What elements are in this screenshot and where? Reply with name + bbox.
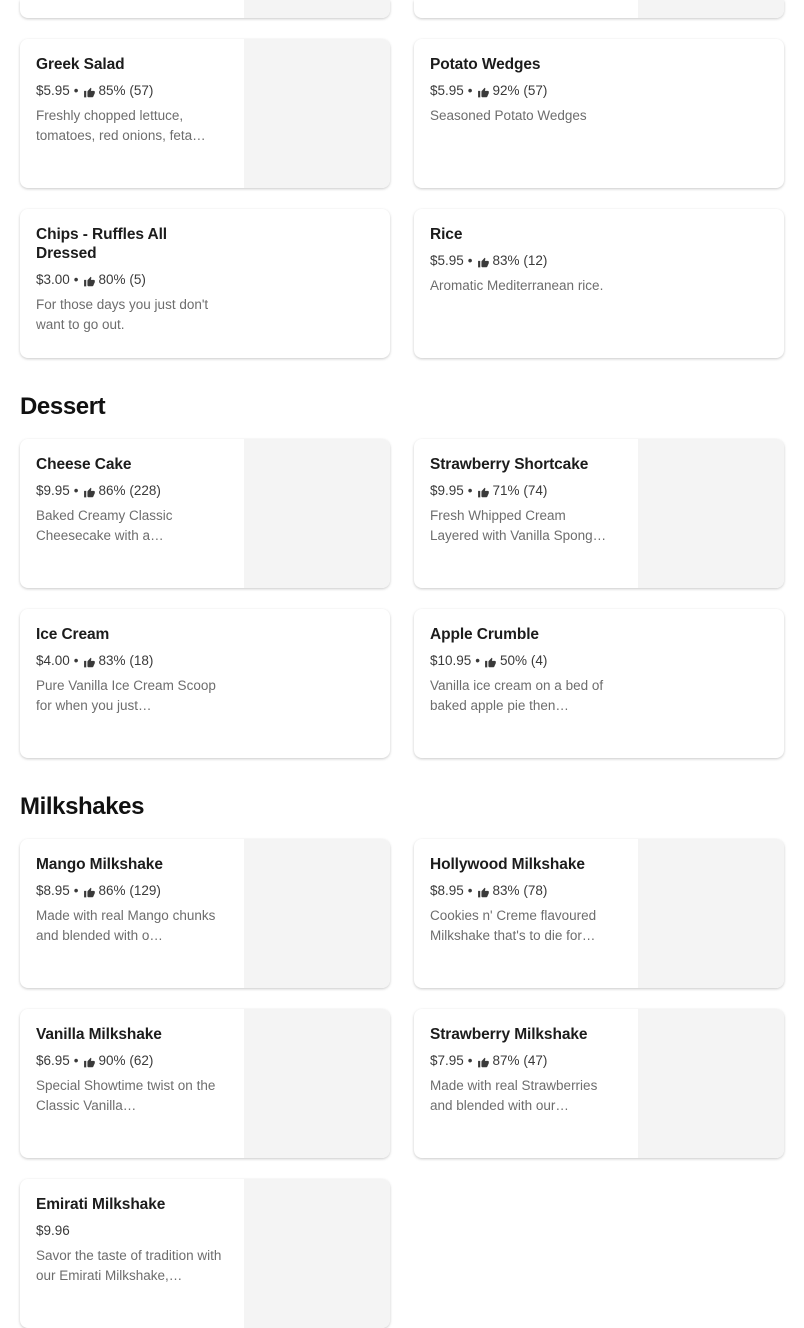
menu-item-description: Savor the taste of tradition with our Emirati Milkshake,… — [36, 1248, 222, 1283]
menu-item-price: $5.95 — [430, 83, 464, 98]
section-grid-sides-continued — [20, 39, 784, 358]
menu-item-meta — [430, 883, 612, 898]
menu-item-description: Made with real Strawberries and blended with our… — [430, 1078, 598, 1113]
menu-item-meta — [36, 1223, 218, 1238]
menu-item-meta — [36, 272, 218, 287]
menu-item-meta — [430, 83, 612, 98]
menu-item-card[interactable] — [414, 1009, 784, 1158]
meta-separator: • — [475, 653, 481, 668]
section-title-dessert: Dessert — [20, 393, 106, 420]
menu-sections — [20, 39, 784, 1328]
menu-item-meta — [36, 83, 218, 98]
menu-item-rating-count: (12) — [523, 253, 548, 268]
menu-item-name: Cheese Cake — [36, 456, 132, 473]
menu-item-card[interactable] — [20, 609, 390, 758]
menu-item-price: $8.95 — [430, 883, 464, 898]
meta-separator: • — [73, 483, 79, 498]
menu-item-name: Chips - Ruffles All Dressed — [36, 226, 168, 262]
menu-item-name: Ice Cream — [36, 626, 110, 643]
item-image — [244, 839, 390, 988]
section-grid-milkshakes — [20, 839, 784, 1328]
thumbs-up-icon — [83, 1056, 96, 1069]
meta-separator: • — [73, 272, 79, 287]
menu-item-body — [20, 839, 234, 946]
menu-item-description: Vanilla ice cream on a bed of baked apple pie then… — [430, 678, 604, 713]
meta-separator: • — [73, 653, 79, 668]
menu-item-rating-count: (74) — [523, 483, 548, 498]
menu-item-name: Emirati Milkshake — [36, 1196, 166, 1213]
menu-item-body — [414, 609, 628, 716]
menu-item-name: Potato Wedges — [430, 56, 541, 73]
thumbs-up-icon — [83, 886, 96, 899]
menu-item-card[interactable] — [414, 0, 784, 18]
menu-item-price: $10.95 — [430, 653, 472, 668]
menu-item-description: Baked Creamy Classic Cheesecake with a… — [36, 508, 173, 543]
item-image — [244, 439, 390, 588]
section-grid-dessert — [20, 439, 784, 758]
menu-item-rating-count: (228) — [129, 483, 161, 498]
menu-item-body — [20, 439, 234, 546]
menu-item-rating-count: (47) — [523, 1053, 548, 1068]
menu-item-description: Pure Vanilla Ice Cream Scoop for when you just… — [36, 678, 216, 713]
menu-item-rating: 71% — [492, 483, 520, 498]
menu-item-description: Made with real Mango chunks and blended with o… — [36, 908, 216, 943]
menu-item-meta — [430, 253, 612, 268]
menu-item-description: Aromatic Mediterranean rice. — [430, 278, 604, 293]
menu-item-name: Strawberry Shortcake — [430, 456, 589, 473]
menu-item-name: Greek Salad — [36, 56, 125, 73]
menu-item-meta — [430, 653, 612, 668]
menu-item-meta — [36, 1053, 218, 1068]
thumbs-up-icon — [477, 486, 490, 499]
item-image — [244, 0, 390, 18]
item-image — [638, 1009, 784, 1158]
menu-item-card[interactable] — [20, 39, 390, 188]
section-title-milkshakes: Milkshakes — [20, 793, 145, 820]
menu-item-rating-count: (18) — [129, 653, 154, 668]
menu-item-rating: 80% — [98, 272, 126, 287]
menu-item-price: $9.95 — [430, 483, 464, 498]
menu-item-body — [414, 209, 628, 296]
menu-item-price: $5.95 — [36, 83, 70, 98]
item-image — [244, 1179, 390, 1328]
menu-item-rating: 85% — [98, 83, 126, 98]
menu-item-meta — [430, 483, 612, 498]
menu-item-rating: 87% — [492, 1053, 520, 1068]
menu-item-description: Seasoned Potato Wedges — [430, 108, 587, 123]
menu-item-meta — [36, 653, 218, 668]
menu-item-rating: 86% — [98, 883, 126, 898]
meta-separator: • — [73, 883, 79, 898]
menu-item-body — [414, 439, 628, 546]
menu-item-card[interactable] — [20, 439, 390, 588]
menu-item-description: Special Showtime twist on the Classic Vanilla… — [36, 1078, 216, 1113]
item-image — [638, 0, 784, 18]
menu-item-meta — [36, 483, 218, 498]
menu-item-body — [20, 1009, 234, 1116]
menu-item-card[interactable] — [20, 209, 390, 358]
meta-separator: • — [73, 83, 79, 98]
menu-item-price: $9.96 — [36, 1223, 70, 1238]
meta-separator: • — [467, 883, 473, 898]
menu-item-card[interactable] — [414, 439, 784, 588]
thumbs-up-icon — [83, 486, 96, 499]
menu-item-rating-count: (129) — [129, 883, 161, 898]
menu-item-rating: 83% — [492, 883, 520, 898]
menu-item-meta — [430, 1053, 612, 1068]
menu-item-card[interactable] — [20, 1179, 390, 1328]
menu-item-name: Strawberry Milkshake — [430, 1026, 588, 1043]
menu-item-rating-count: (78) — [523, 883, 548, 898]
thumbs-up-icon — [83, 86, 96, 99]
menu-item-body — [20, 209, 234, 335]
menu-item-description: Freshly chopped lettuce, tomatoes, red onions, feta… — [36, 108, 206, 143]
menu-item-rating: 50% — [500, 653, 528, 668]
item-image — [638, 439, 784, 588]
thumbs-up-icon — [477, 86, 490, 99]
menu-item-price: $3.00 — [36, 272, 70, 287]
menu-item-body — [20, 39, 234, 146]
thumbs-up-icon — [83, 275, 96, 288]
meta-separator: • — [467, 483, 473, 498]
item-image — [244, 39, 390, 188]
menu-item-body — [20, 1179, 234, 1286]
menu-item-body — [414, 839, 628, 946]
menu-item-meta — [36, 883, 218, 898]
item-image — [638, 839, 784, 988]
menu-item-name: Rice — [430, 226, 463, 243]
menu-item-price: $4.00 — [36, 653, 70, 668]
menu-item-rating: 83% — [492, 253, 520, 268]
item-image — [244, 1009, 390, 1158]
thumbs-up-icon — [484, 656, 497, 669]
thumbs-up-icon — [477, 1056, 490, 1069]
meta-separator: • — [467, 253, 473, 268]
menu-item-price: $5.95 — [430, 253, 464, 268]
menu-item-rating-count: (57) — [129, 83, 154, 98]
menu-item-card[interactable] — [414, 609, 784, 758]
thumbs-up-icon — [477, 256, 490, 269]
meta-separator: • — [467, 83, 473, 98]
menu-item-rating-count: (5) — [129, 272, 146, 287]
menu-item-card[interactable] — [20, 1009, 390, 1158]
menu-item-card[interactable] — [20, 839, 390, 988]
menu-item-description: Cookies n' Creme flavoured Milkshake that's to die for… — [430, 908, 597, 943]
menu-item-name: Apple Crumble — [430, 626, 539, 643]
menu-item-rating: 92% — [492, 83, 520, 98]
menu-item-body — [20, 609, 234, 716]
menu-item-price: $8.95 — [36, 883, 70, 898]
thumbs-up-icon — [477, 886, 490, 899]
menu-item-price: $9.95 — [36, 483, 70, 498]
menu-item-card[interactable] — [20, 0, 390, 18]
menu-item-rating-count: (4) — [530, 653, 548, 668]
thumbs-up-icon — [83, 656, 96, 669]
menu-item-name: Hollywood Milkshake — [430, 856, 585, 873]
menu-item-rating: 90% — [98, 1053, 126, 1068]
menu-item-name: Mango Milkshake — [36, 856, 163, 873]
menu-item-card[interactable] — [414, 39, 784, 188]
menu-item-rating: 86% — [98, 483, 126, 498]
menu-item-name: Vanilla Milkshake — [36, 1026, 162, 1043]
menu-item-card[interactable] — [414, 209, 784, 358]
partial-card-row — [20, 0, 784, 18]
menu-item-price: $6.95 — [36, 1053, 70, 1068]
menu-item-description: For those days you just don't want to go out. — [36, 297, 209, 332]
menu-item-rating-count: (62) — [129, 1053, 154, 1068]
meta-separator: • — [467, 1053, 473, 1068]
menu-item-description: Fresh Whipped Cream Layered with Vanilla Spong… — [430, 508, 607, 543]
menu-item-price: $7.95 — [430, 1053, 464, 1068]
menu-item-rating: 83% — [98, 653, 126, 668]
menu-item-card[interactable] — [414, 839, 784, 988]
menu-item-body — [414, 39, 628, 126]
menu-item-body — [414, 1009, 628, 1116]
menu-item-rating-count: (57) — [523, 83, 548, 98]
meta-separator: • — [73, 1053, 79, 1068]
